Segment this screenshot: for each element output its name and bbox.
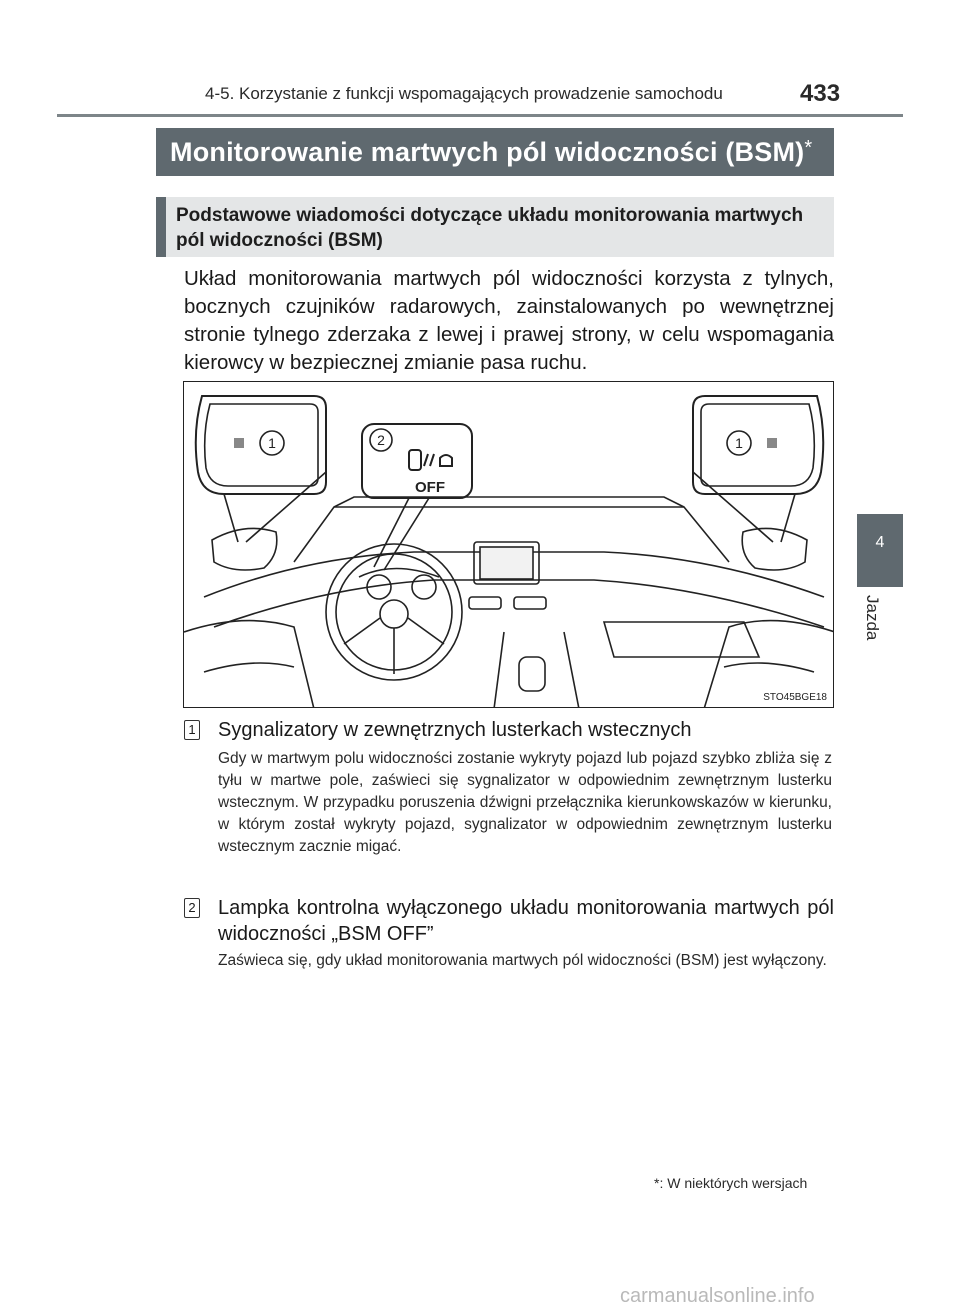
section-title <box>170 137 812 168</box>
running-header: 4-5. Korzystanie z funkcji wspomagających prowadzenie samochodu <box>205 84 723 103</box>
intro-paragraph: Układ monitorowania martwych pól widoczności korzysta z tylnych, bocznych czujników radarowych, zainstalowanych po wewnętrznej stronie tylnego zderzaka z lewej i prawej strony, w celu wspomagania kierowcy w bezpiecznej zmianie pasa ruchu. <box>184 267 834 374</box>
section-title-band <box>156 128 834 176</box>
dashboard-illustration <box>184 382 834 708</box>
item-1-title: Sygnalizatory w zewnętrznych lusterkach wstecznych <box>218 719 692 741</box>
item-2-description: Zaświeca się, gdy układ monitorowania martwych pól widoczności (BSM) jest wyłączony. <box>218 952 827 969</box>
mirror-indicator-left-icon <box>234 438 244 448</box>
asterisk-mark: * <box>804 137 813 159</box>
subheading-bar <box>156 197 166 257</box>
item-1-heading <box>184 717 834 743</box>
item-2-heading <box>184 895 834 945</box>
chapter-tab <box>857 514 903 587</box>
callout-center: 2 <box>377 432 385 448</box>
item-1-number: 1 <box>184 720 200 740</box>
footnote: *: W niektórych wersjach <box>654 1175 808 1191</box>
mirror-indicator-right-icon <box>767 438 777 448</box>
page-number: 433 <box>800 80 841 107</box>
callout-left: 1 <box>268 435 276 451</box>
header-rule <box>57 114 903 117</box>
bsm-off-label: OFF <box>415 479 445 496</box>
callout-right: 1 <box>735 435 743 451</box>
subheading-box <box>156 197 834 257</box>
item-2-number: 2 <box>184 898 200 918</box>
chapter-label: Jazda <box>863 595 882 641</box>
watermark: carmanualsonline.info <box>620 1285 815 1307</box>
item-1-description: Gdy w martwym polu widoczności zostanie wykryty pojazd lub pojazd szybko zbliża się z tyłu w martwe pole, zaświeci się sygnalizator w odpowiednim zewnętrznym lusterku wstecznym. W przypadku poruszenia dźwigni przełącznika kierunkowskazów w kierunku, w którym został wykryty pojazd, sygnalizator w odpowiednim zewnętrznym lusterku wstecznym zacznie migać. <box>218 750 832 855</box>
dashboard-figure <box>183 381 834 708</box>
section-title-text: Monitorowanie martwych pól widoczności (BSM) <box>170 137 805 167</box>
item-2-title: Lampka kontrolna wyłączonego układu monitorowania martwych pól widoczności „BSM OFF” <box>218 897 834 945</box>
chapter-number: 4 <box>875 534 885 551</box>
subheading-text: Podstawowe wiadomości dotyczące układu monitorowania martwych pól widoczności (BSM) <box>176 205 804 251</box>
figure-code: STO45BGE18 <box>763 692 827 703</box>
